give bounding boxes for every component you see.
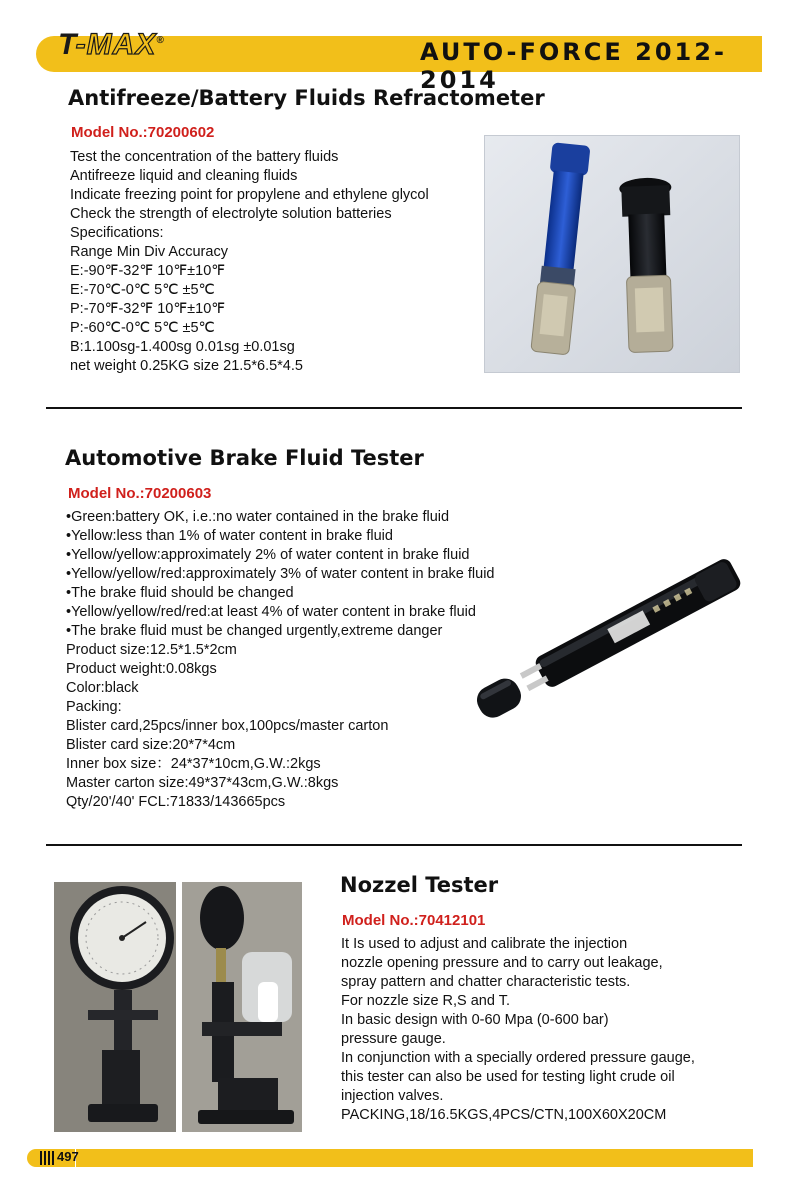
description-line: Indicate freezing point for propylene and ethylene glycol — [70, 187, 429, 203]
description-line: Master carton size:49*37*43cm,G.W.:8kgs — [66, 775, 339, 791]
description-line: In basic design with 0-60 Mpa (0-600 bar) — [341, 1012, 609, 1028]
description-line: •Green:battery OK, i.e.:no water contained in the brake fluid — [66, 509, 450, 525]
description-line: Test the concentration of the battery fluids — [70, 149, 339, 165]
nozzle-tester-description — [341, 935, 695, 1125]
description-line: Specifications: — [70, 225, 164, 241]
section-divider — [46, 844, 742, 846]
description-line: pressure gauge. — [341, 1031, 446, 1047]
description-line: •The brake fluid must be changed urgently,extreme danger — [66, 623, 443, 639]
description-line: In conjunction with a specially ordered pressure gauge, — [341, 1050, 695, 1066]
description-line: E:-70℃-0℃ 5℃ ±5℃ — [70, 282, 215, 298]
section-title-refractometer: Antifreeze/Battery Fluids Refractometer — [68, 86, 545, 110]
description-line: Color:black — [66, 680, 139, 696]
nozzle-tester-photo-side — [182, 882, 302, 1132]
model-number-nozzle-tester: Model No.:70412101 — [342, 912, 486, 929]
description-line: •Yellow:less than 1% of water content in brake fluid — [66, 528, 393, 544]
description-line: E:-90℉-32℉ 10℉±10℉ — [70, 263, 226, 279]
description-line: Range Min Div Accuracy — [70, 244, 228, 260]
description-line: •Yellow/yellow/red:approximately 3% of water content in brake fluid — [66, 566, 495, 582]
section-title-brake-fluid-tester: Automotive Brake Fluid Tester — [65, 446, 424, 470]
description-line: •Yellow/yellow/red/red:at least 4% of water content in brake fluid — [66, 604, 476, 620]
tmax-logo: T-MAX® — [58, 28, 165, 61]
section-title-nozzle-tester: Nozzel Tester — [340, 873, 499, 897]
catalog-title: AUTO-FORCE 2012-2014 — [420, 38, 727, 94]
description-line: It Is used to adjust and calibrate the injection — [341, 936, 628, 952]
description-line: For nozzle size R,S and T. — [341, 993, 510, 1009]
nozzle-tester-photo-front — [54, 882, 176, 1132]
description-line: nozzle opening pressure and to carry out leakage, — [341, 955, 663, 971]
brake-fluid-tester-photo — [462, 548, 762, 728]
description-line: Blister card,25pcs/inner box,100pcs/master carton — [66, 718, 389, 734]
section-divider — [46, 407, 742, 409]
description-line: PACKING,18/16.5KGS,4PCS/CTN,100X60X20CM — [341, 1107, 667, 1123]
description-line: Qty/20'/40' FCL:71833/143665pcs — [66, 794, 286, 810]
description-line: this tester can also be used for testing light crude oil — [341, 1069, 675, 1085]
description-line: Product weight:0.08kgs — [66, 661, 217, 677]
description-line: injection valves. — [341, 1088, 444, 1104]
description-line: Check the strength of electrolyte solution batteries — [70, 206, 392, 222]
page-number: 497 — [57, 1149, 79, 1164]
description-line: Inner box size：24*37*10cm,G.W.:2kgs — [66, 756, 321, 772]
description-line: P:-60℃-0℃ 5℃ ±5℃ — [70, 320, 215, 336]
description-line: net weight 0.25KG size 21.5*6.5*4.5 — [70, 358, 303, 374]
description-line: P:-70℉-32℉ 10℉±10℉ — [70, 301, 226, 317]
footer-bar — [76, 1149, 753, 1167]
description-line: •The brake fluid should be changed — [66, 585, 294, 601]
description-line: Blister card size:20*7*4cm — [66, 737, 236, 753]
model-number-brake-fluid-tester: Model No.:70200603 — [68, 485, 212, 502]
refractometer-description — [70, 148, 429, 376]
footer-stripes-icon — [40, 1151, 56, 1170]
description-line: •Yellow/yellow:approximately 2% of water content in brake fluid — [66, 547, 470, 563]
model-number-refractometer: Model No.:70200602 — [71, 124, 215, 141]
description-line: B:1.100sg-1.400sg 0.01sg ±0.01sg — [70, 339, 295, 355]
description-line: Antifreeze liquid and cleaning fluids — [70, 168, 298, 184]
brake-tester-description — [66, 508, 495, 812]
description-line: spray pattern and chatter characteristic tests. — [341, 974, 631, 990]
description-line: Packing: — [66, 699, 122, 715]
description-line: Product size:12.5*1.5*2cm — [66, 642, 237, 658]
refractometer-photo — [484, 135, 740, 373]
